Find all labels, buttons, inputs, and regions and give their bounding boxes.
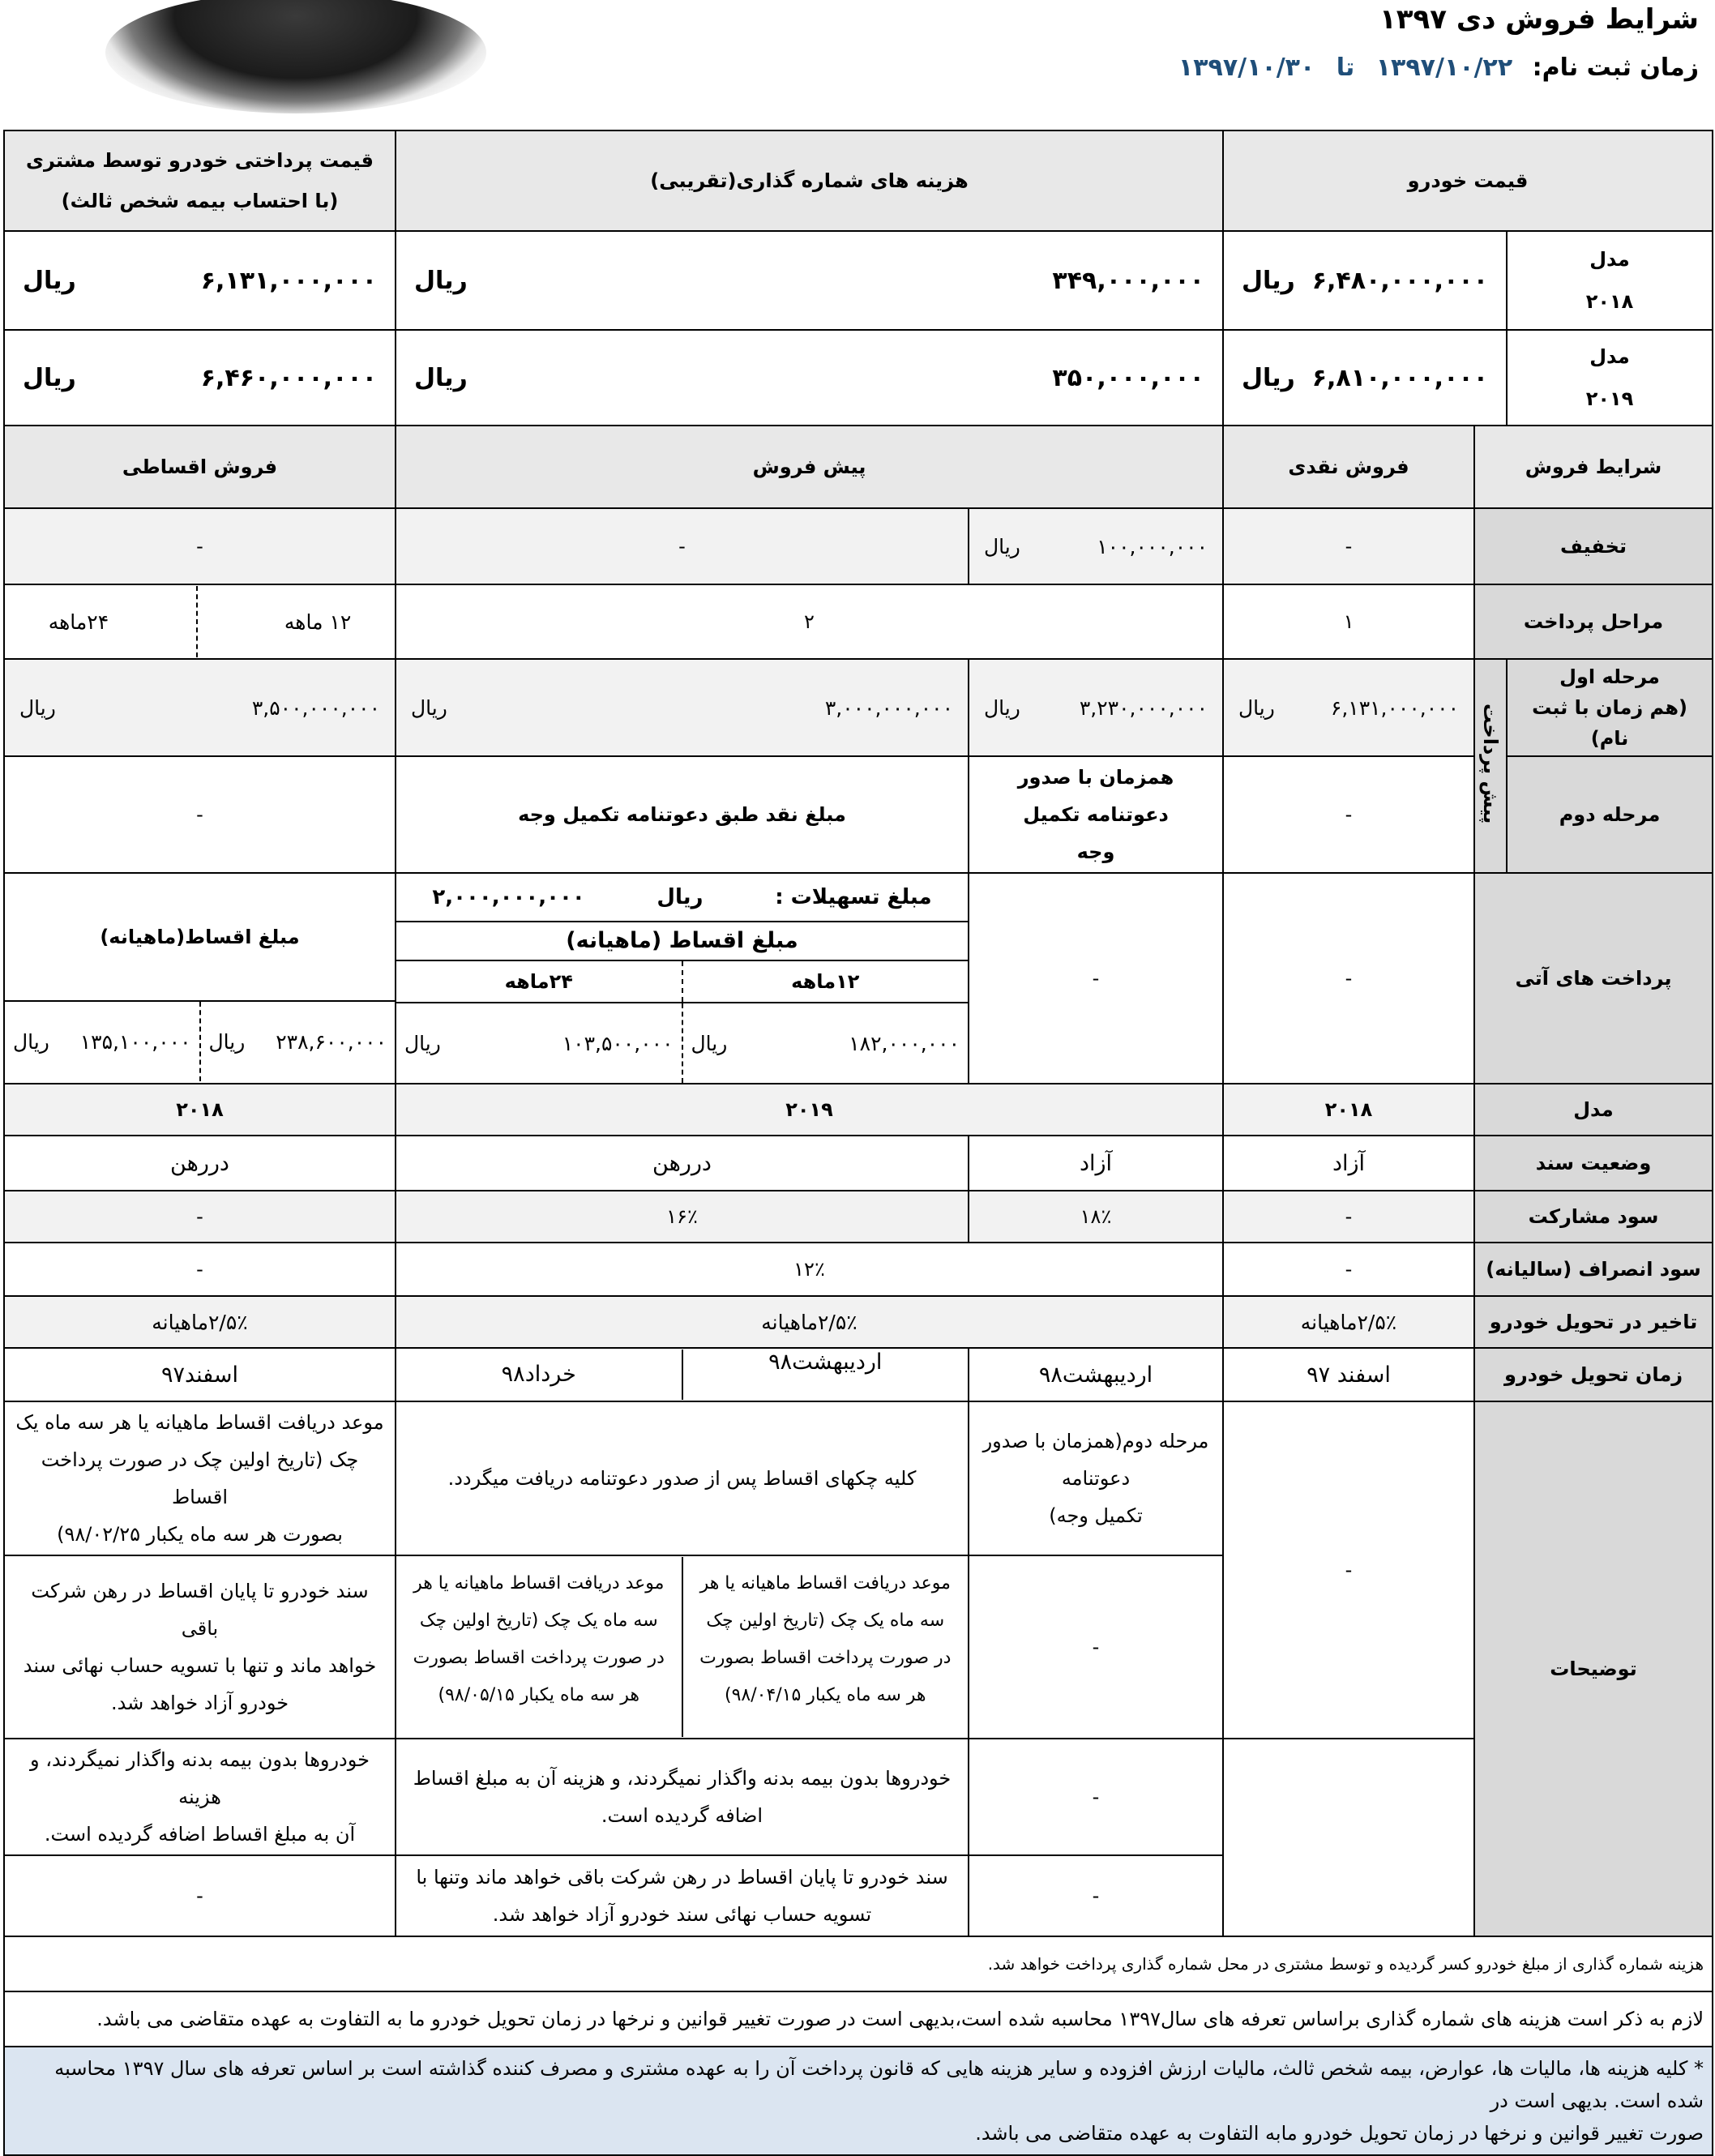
payable-2019: ۶,۴۶۰,۰۰۰,۰۰۰ bbox=[200, 363, 377, 392]
notes-label: توضیحات bbox=[1474, 1401, 1713, 1936]
row-stage-2: مرحله دوم - همزمان با صدور دعوتنامه تکمیل وجه مبلغ نقد طبق دعوتنامه تکمیل وجه - bbox=[4, 756, 1713, 873]
col-pre-sale: پیش فروش bbox=[396, 426, 1223, 508]
car-price-2018: ۶,۴۸۰,۰۰۰,۰۰۰ bbox=[1311, 266, 1489, 295]
row-future-payments: پرداخت های آتی - - مبلغ تسهیلات : ریال ۲,۰۰۰,۰۰۰,۰۰۰ مبلغ اقساط (ماهیانه) ۱۲ماهه ۲۴ماهه ۱۸۲,۰۰۰,۰۰۰ ریال ۱۰۳,۵۰۰,۰۰۰ ریال مبلغ اقساط(ماهیانه) ۲۳۸,۶۰۰,۰۰۰ ریال ۱۳۵,۱۰۰,۰۰۰ ریال bbox=[4, 873, 1713, 1084]
col-car-price: قیمت خودرو bbox=[1223, 130, 1713, 231]
payable-2018: ۶,۱۳۱,۰۰۰,۰۰۰ bbox=[200, 266, 377, 295]
registration-cost-2019: ۳۵۰,۰۰۰,۰۰۰ bbox=[1052, 363, 1204, 392]
registration-from: ۱۳۹۷/۱۰/۲۲ bbox=[1375, 53, 1513, 82]
row-cancellation-profit: سود انصراف (سالیانه) - ۱۲٪ - bbox=[4, 1243, 1713, 1296]
row-notes-4: - سند خودرو تا پایان اقساط در رهن شرکت باقی خواهد ماند وتنها با تسویه حساب نهائی سند خودرو آزاد خواهد شد. - bbox=[4, 1855, 1713, 1936]
footnote-3: * کلیه هزینه ها، مالیات ها، عوارض، بیمه شخص ثالث، مالیات ارزش افزوده و سایر هزینه هایی که قانون پرداخت آن را به عهده مشتری و مصرف کننده گذاشته است بر اساس تعرفه های سال ۱۳۹۷ محاسبه شده است. بدیهی است در صورت تغییر قوانین و نرخها در زمان تحویل خودرو مابه التفاوت به عهده متقاضی می باشد. bbox=[4, 2047, 1713, 2155]
row-discount: تخفیف - ۱۰۰,۰۰۰,۰۰۰ ریال - - bbox=[4, 508, 1713, 584]
row-document-status: وضعیت سند آزاد آزاد دررهن دررهن bbox=[4, 1136, 1713, 1191]
car-price-2019: ۶,۸۱۰,۰۰۰,۰۰۰ bbox=[1311, 363, 1489, 392]
row-stage-1: مرحله اول (هم زمان با ثبت نام) پیش پرداخت ۶,۱۳۱,۰۰۰,۰۰۰ ریال ۳,۲۳۰,۰۰۰,۰۰۰ ریال ۳,۰۰۰,۰۰۰,۰۰۰ ریال ۳,۵۰۰,۰۰۰,۰۰۰ ریال bbox=[4, 659, 1713, 756]
row-notes-3: - خودروها بدون بیمه بدنه واگذار نمیگردند، و هزینه آن به مبلغ اقساط اضافه گردیده است. خودروها بدون بیمه بدنه واگذار نمیگردند، و هزینه آن به مبلغ اقساط اضافه گردیده است. bbox=[4, 1739, 1713, 1855]
footnote-1: هزینه شماره گذاری از مبلغ خودرو کسر گردیده و توسط مشتری در محل شماره گذاری پرداخت خواهد شد. bbox=[4, 1936, 1713, 1991]
row-delivery-delay: تاخیر در تحویل خودرو ۲/۵٪ماهیانه ۲/۵٪ماهیانه ۲/۵٪ماهیانه bbox=[4, 1296, 1713, 1348]
prepayment-vertical-label: پیش پرداخت bbox=[1479, 703, 1503, 824]
page-header bbox=[0, 0, 1715, 130]
row-notes-2: - موعد دریافت اقساط ماهیانه یا هر سه ماه یک چک (تاریخ اولین چک در صورت پرداخت اقساط بصورت هر سه ماه یکبار ۹۸/۰۴/۱۵) موعد دریافت اقساط ماهیانه یا هر سه ماه یک چک (تاریخ اولین چک در صورت پرداخت اقساط بصورت هر سه ماه یکبار ۹۸/۰۵/۱۵) سند خودرو تا پایان اقساط در رهن شرکت باقی خواهد ماند و تنها با تسویه حساب نهائی سند خودرو آزاد خواهد شد. bbox=[4, 1555, 1713, 1739]
model-2018-label: مدل ۲۰۱۸ bbox=[1507, 231, 1713, 330]
model-2019-label: مدل ۲۰۱۹ bbox=[1507, 330, 1713, 426]
label-sale-terms: شرایط فروش bbox=[1474, 426, 1713, 508]
row-notes-1: توضیحات - مرحله دوم(همزمان با صدور دعوتنامه تکمیل وجه) کلیه چکهای اقساط پس از صدور دعوتنامه دریافت میگردد. موعد دریافت اقساط ماهیانه یا هر سه ماه یک چک (تاریخ اولین چک در صورت پرداخت اقساط بصورت هر سه ماه یکبار ۹۸/۰۲/۲۵) bbox=[4, 1401, 1713, 1555]
page-title: شرایط فروش دی ۱۳۹۷ bbox=[1379, 3, 1699, 36]
registration-to: ۱۳۹۷/۱۰/۳۰ bbox=[1178, 53, 1315, 82]
registration-cost-2018: ۳۴۹,۰۰۰,۰۰۰ bbox=[1052, 266, 1204, 295]
registration-period bbox=[1178, 53, 1699, 82]
row-payment-stages: مراحل پرداخت ۱ ۲ ۱۲ ماهه ۲۴ماهه bbox=[4, 584, 1713, 659]
sales-conditions-table bbox=[3, 130, 1713, 2156]
col-payable-price: قیمت پرداختی خودرو توسط مشتری (با احتساب بیمه شخص ثالث) bbox=[4, 130, 396, 231]
price-row-2019: مدل ۲۰۱۹ ۶,۸۱۰,۰۰۰,۰۰۰ ریال ۳۵۰,۰۰۰,۰۰۰ ریال ۶,۴۶۰,۰۰۰,۰۰۰ ریال bbox=[4, 330, 1713, 426]
col-cash-sale: فروش نقدی bbox=[1223, 426, 1474, 508]
row-participation-profit: سود مشارکت - ۱۸٪ ۱۶٪ - bbox=[4, 1191, 1713, 1243]
footnote-2: لازم به ذکر است هزینه های شماره گذاری براساس تعرفه های سال۱۳۹۷ محاسبه شده است،بدیهی است در صورت تغییر قوانین و نرخها در زمان تحویل خودرو ما به التفاوت به عهده متقاضی می باشد. bbox=[4, 1991, 1713, 2047]
col-registration-cost: هزینه های شماره گذاری(تقریبی) bbox=[396, 130, 1223, 231]
registration-label: زمان ثبت نام: bbox=[1532, 53, 1699, 82]
car-photo bbox=[105, 0, 486, 113]
registration-to-word: تا bbox=[1336, 53, 1355, 82]
row-delivery-time: زمان تحویل خودرو اسفند ۹۷ اردیبهشت۹۸ اردیبهشت۹۸ خرداد۹۸ اسفند۹۷ bbox=[4, 1348, 1713, 1401]
row-model: مدل ۲۰۱۸ ۲۰۱۹ ۲۰۱۸ bbox=[4, 1084, 1713, 1136]
col-installment-sale: فروش اقساطی bbox=[4, 426, 396, 508]
price-row-2018: مدل ۲۰۱۸ ۶,۴۸۰,۰۰۰,۰۰۰ ریال ۳۴۹,۰۰۰,۰۰۰ ریال ۶,۱۳۱,۰۰۰,۰۰۰ ریال bbox=[4, 231, 1713, 330]
